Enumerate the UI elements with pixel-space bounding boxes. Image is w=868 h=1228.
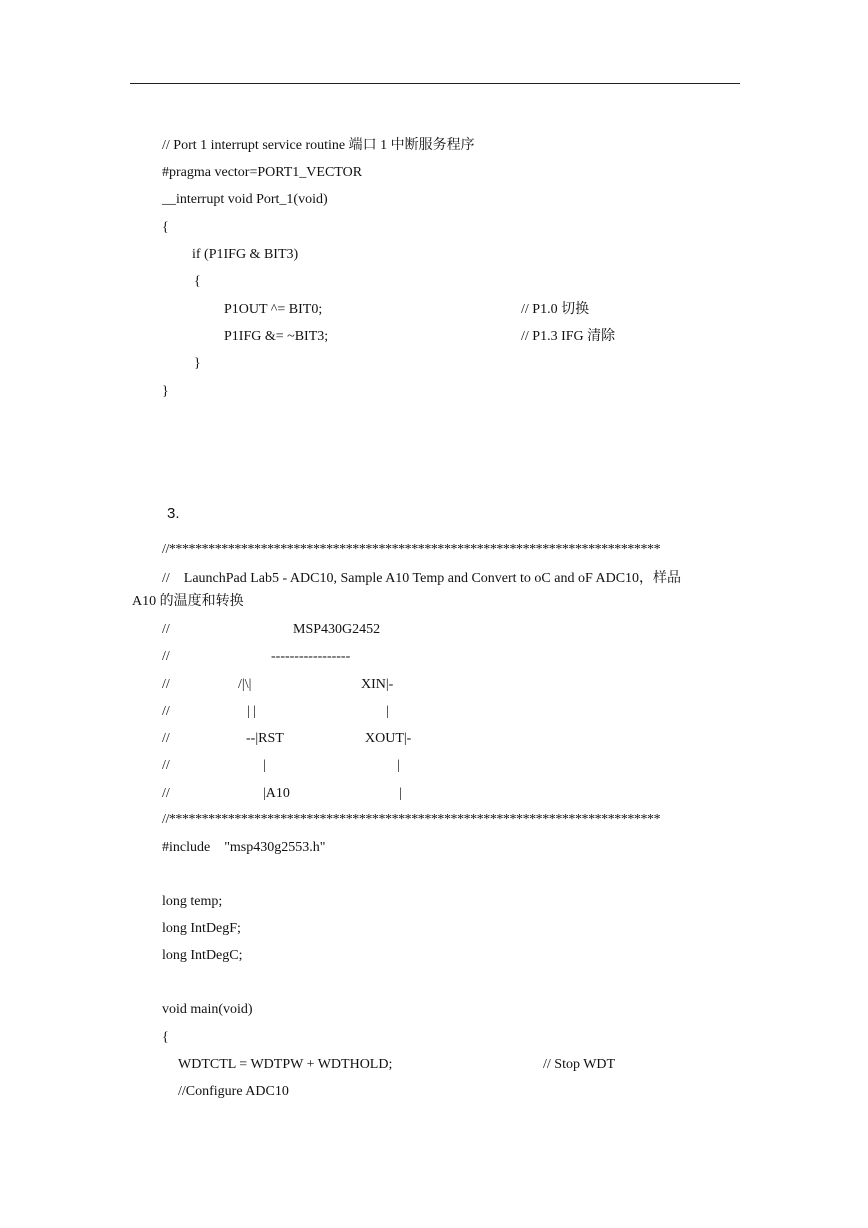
stars-line-bottom: //*************************************************************************** xyxy=(162,812,661,827)
diagram-wire: | | xyxy=(247,704,257,719)
var-temp: long temp; xyxy=(162,894,223,909)
section-number: 3. xyxy=(167,505,180,522)
diagram-prefix: // xyxy=(162,649,170,664)
var-intdegc: long IntDegC; xyxy=(162,948,243,963)
clear-comment: // P1.3 IFG 清除 xyxy=(521,329,616,344)
diagram-prefix: // xyxy=(162,731,170,746)
main-open-brace: { xyxy=(162,1030,169,1045)
main-signature: void main(void) xyxy=(162,1002,253,1017)
close-brace: } xyxy=(162,384,169,399)
diagram-prefix: // xyxy=(162,758,170,773)
clear-stmt: P1IFG &= ~BIT3; xyxy=(224,329,329,344)
pragma-line: #pragma vector=PORT1_VECTOR xyxy=(162,165,363,180)
toggle-comment: // P1.0 切换 xyxy=(521,302,590,317)
diagram-prefix: // xyxy=(162,622,170,637)
diagram-prefix: // xyxy=(162,677,170,692)
diagram-vcc: /|\| xyxy=(238,677,252,692)
toggle-stmt: P1OUT ^= BIT0; xyxy=(224,302,323,317)
description-line1: // LaunchPad Lab5 - ADC10, Sample A10 Temp and Convert to oC and oF ADC10，样品 xyxy=(162,571,682,586)
pin-xout: XOUT|- xyxy=(365,731,412,746)
configure-comment: //Configure ADC10 xyxy=(178,1084,289,1099)
wdt-comment: // Stop WDT xyxy=(543,1057,616,1072)
header-rule xyxy=(130,83,740,84)
pin-a10: |A10 xyxy=(263,786,290,801)
description-line2: A10 的温度和转换 xyxy=(132,594,244,609)
interrupt-signature: __interrupt void Port_1(void) xyxy=(162,192,328,207)
pin-xin: XIN|- xyxy=(361,677,394,692)
if-close-brace: } xyxy=(194,356,201,371)
open-brace: { xyxy=(162,220,169,235)
diagram-wire: | xyxy=(386,704,389,719)
wdt-stmt: WDTCTL = WDTPW + WDTHOLD; xyxy=(178,1057,393,1072)
diagram-wire: | xyxy=(397,758,400,773)
isr-comment: // Port 1 interrupt service routine 端口 1 中断服务程序 xyxy=(162,138,475,153)
chip-name: MSP430G2452 xyxy=(293,622,381,637)
include-line: #include "msp430g2553.h" xyxy=(162,840,326,855)
stars-line-top: //*************************************************************************** xyxy=(162,542,661,557)
var-intdegf: long IntDegF; xyxy=(162,921,241,936)
chip-top-border: ----------------- xyxy=(271,649,351,664)
if-line: if (P1IFG & BIT3) xyxy=(192,247,299,262)
diagram-wire: | xyxy=(263,758,266,773)
diagram-prefix: // xyxy=(162,786,170,801)
pin-rst: --|RST xyxy=(246,731,284,746)
diagram-prefix: // xyxy=(162,704,170,719)
if-open-brace: { xyxy=(194,274,201,289)
diagram-wire: | xyxy=(399,786,402,801)
